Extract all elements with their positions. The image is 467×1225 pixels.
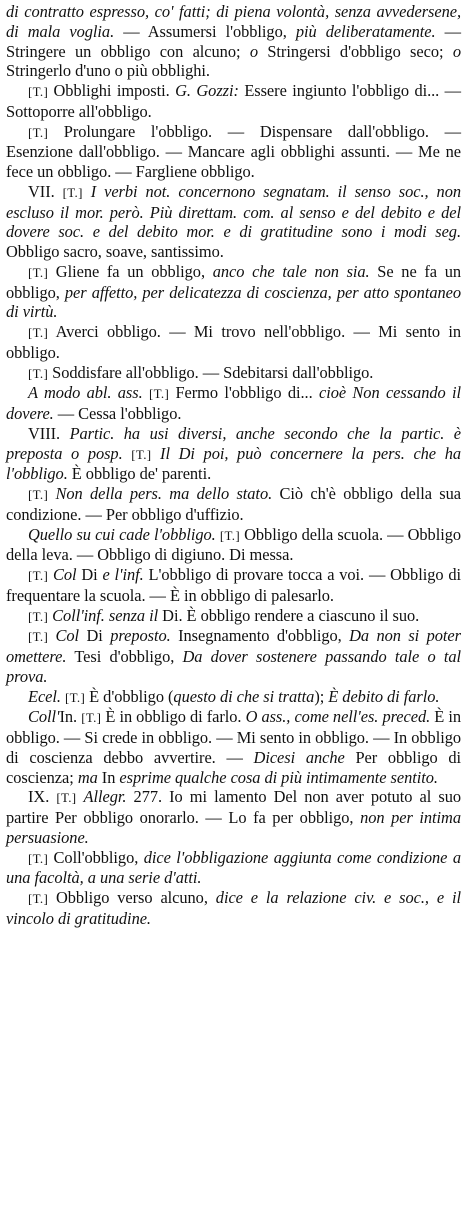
source-tag: [T.] [28, 264, 49, 280]
entry-paragraph [6, 383, 461, 424]
italic-text: Col [52, 565, 77, 584]
entry-paragraph [6, 848, 461, 889]
text-run: Fermo l'obbligo di... [169, 383, 319, 403]
source-tag: [T.] [28, 365, 49, 381]
source-tag: [T.] [28, 629, 49, 645]
italic-text: A modo abl. ass. [28, 383, 143, 403]
italic-text: e l'inf. [102, 565, 144, 584]
text-run: Tesi d'obbligo, [66, 647, 183, 666]
entry-paragraph [6, 322, 461, 363]
text-run: Averci obbligo. — Mi trovo nell'obbligo. — Mi sento in obbligo. [6, 322, 461, 362]
italic-text: G. Gozzi: [175, 81, 239, 100]
entry-paragraph [6, 484, 461, 525]
text-run: Insegnamento d'obbligo, [170, 626, 350, 646]
italic-text: non per intima persuasione. [6, 808, 461, 847]
text-run: VIII. [28, 423, 70, 443]
text-run: Obbligo verso alcuno, [48, 888, 216, 907]
source-tag: [T.] [28, 568, 49, 583]
italic-text: dice l'obbligazione aggiunta come condizione a una facoltà, a una serie d'atti. [6, 847, 461, 888]
text-run: È d'obbligo ( [85, 686, 174, 706]
italic-text: È debito di farlo. [328, 686, 440, 706]
italic-text: cioè [318, 383, 347, 403]
text-run: Ciò ch'è obbligo della sua condizione. — Per obbligo d'uffizio. [6, 484, 461, 524]
text-run: È in obbligo di farlo. [101, 707, 246, 727]
text-run: Soddisfare all'obbligo. — Sdebitarsi dall'obbligo. [48, 362, 374, 382]
italic-text: preposto. [110, 626, 171, 646]
source-tag: [T.] [56, 790, 77, 806]
source-tag: [T.] [28, 124, 49, 140]
italic-text: Coll' [28, 707, 60, 727]
entry-paragraph [6, 626, 461, 686]
text-run: L'obbligo di provare tocca a voi. — Obbligo di frequentare la scuola. — È in obbligo di palesarlo. [6, 565, 461, 605]
text-run: In [97, 767, 120, 787]
source-tag: [T.] [28, 608, 49, 624]
italic-text: Il Di poi, può concernere la pers. che ha l'obbligo. [6, 443, 461, 484]
italic-text: Col [55, 626, 80, 646]
text-run [123, 444, 132, 463]
italic-text: Non cessando il dovere. [6, 383, 461, 423]
italic-text: Da non si poter omettere. [6, 626, 461, 666]
text-run: In. [59, 707, 82, 727]
italic-text: Dicesi anche [253, 747, 345, 767]
text-run: — Stringere un obbligo con alcuno; [6, 21, 461, 61]
italic-text: Non della pers. ma dello stato. [55, 484, 273, 503]
source-tag: [T.] [28, 850, 49, 866]
text-run: IX. [28, 787, 57, 807]
italic-text: di contratto espresso, co' fatti; di piena volontà, senza avvedersene, di mala voglia. [6, 2, 461, 41]
entry-paragraph [6, 606, 461, 627]
entry-paragraph [6, 888, 461, 929]
italic-text: Allegr. [83, 787, 127, 807]
source-tag: [T.] [149, 386, 170, 402]
entry-paragraph [6, 81, 461, 122]
text-run: Coll'obbligo, [48, 847, 144, 867]
entry-paragraph [6, 707, 461, 787]
source-tag: [T.] [28, 891, 49, 906]
text-run: Di [79, 626, 111, 646]
entry-paragraph [6, 262, 461, 322]
text-run: 277. Io mi lamento Del non aver potuto al suo partire Per obbligo onorarlo. — Lo fa per obbligo, [6, 787, 461, 827]
text-run [48, 626, 55, 645]
source-tag: [T.] [131, 446, 152, 462]
italic-text: più deliberatamente. [295, 21, 436, 41]
italic-text: I verbi not. concernono segnatam. il senso soc., non escluso il mor. però. Più direttam. com. al senso e del debito e del dovere soc. e del debito mor. e di gratitudine sono i modi seg. [6, 181, 461, 242]
source-tag: [T.] [219, 527, 240, 543]
text-run: Per obbligo di coscienza; [6, 747, 461, 787]
italic-text: anco che tale non sia. [212, 261, 370, 281]
italic-text: o [249, 41, 258, 61]
italic-text: esprime qualche cosa di più intimamente sentito. [119, 767, 438, 787]
source-tag: [T.] [81, 710, 102, 726]
text-run: ); [314, 686, 329, 706]
italic-text: Partic. ha usi diversi, anche secondo che la partic. è preposta o posp. [6, 423, 461, 463]
source-tag: [T.] [28, 84, 49, 99]
italic-text: Da dover sostenere passando tale o tal prova. [6, 647, 461, 686]
text-run: — Assumersi l'obbligo, [114, 21, 296, 41]
text-run: Essere ingiunto l'obbligo di... — Sottoporre all'obbligo. [6, 81, 461, 121]
text-run: Stringerlo d'uno o più obblighi. [6, 61, 210, 81]
text-run: Gliene fa un obbligo, [48, 261, 213, 281]
entry-paragraph [6, 525, 461, 566]
text-run: Prolungare l'obbligo. — Dispensare dall'obbligo. — Esenzione dall'obbligo. — Mancare agli obblighi assunti. — Me ne fece un obbligo. — Fargliene obbligo. [6, 121, 461, 181]
text-run: È obbligo de' parenti. [67, 464, 212, 484]
entry-paragraph [6, 122, 461, 182]
italic-text: o [452, 41, 461, 61]
italic-text: questo di che si tratta [173, 686, 315, 706]
source-tag: [T.] [65, 689, 86, 705]
text-run: Obbligo della scuola. — Obbligo della leva. — Obbligo di digiuno. Di messa. [6, 524, 461, 565]
text-run: È in obbligo. — Si crede in obbligo. — Mi sento in obbligo. — In obbligo di coscienza debbo avvertire. — [6, 707, 461, 767]
entry-paragraph [6, 687, 461, 708]
italic-text: O ass., come nell'es. preced. [245, 707, 431, 727]
text-run: Obblighi imposti. [48, 81, 176, 100]
text-run: Di [76, 565, 103, 584]
text-run: Di. È obbligo rendere a ciascuno il suo. [158, 605, 420, 625]
entry-paragraph [6, 182, 461, 262]
text-run: Obbligo sacro, soave, santissimo. [6, 242, 224, 261]
italic-text: Quello su cui cade l'obbligo. [28, 524, 216, 544]
text-run: Stringersi d'obbligo seco; [257, 41, 453, 61]
source-tag: [T.] [62, 184, 83, 200]
text-run [76, 787, 83, 806]
source-tag: [T.] [28, 325, 49, 340]
italic-text: per affetto, per delicatezza di coscienza, per atto spontaneo di virtù. [6, 282, 461, 322]
source-tag: [T.] [28, 487, 49, 502]
text-run: — Cessa l'obbligo. [53, 404, 182, 423]
italic-text: dice e la relazione civ. e soc., e il vincolo di gratitudine. [6, 888, 461, 928]
italic-text: ma [77, 767, 98, 787]
entry-paragraph [6, 424, 461, 484]
entry-paragraph [6, 363, 461, 384]
entry-paragraph [6, 565, 461, 606]
italic-text: Ecel. [28, 686, 61, 706]
entry-paragraph [6, 787, 461, 847]
italic-text: Coll'inf. senza il [52, 605, 159, 625]
text-run: VII. [28, 181, 63, 201]
entry-paragraph [6, 2, 461, 81]
text-run: Se ne fa un obbligo, [6, 261, 461, 302]
